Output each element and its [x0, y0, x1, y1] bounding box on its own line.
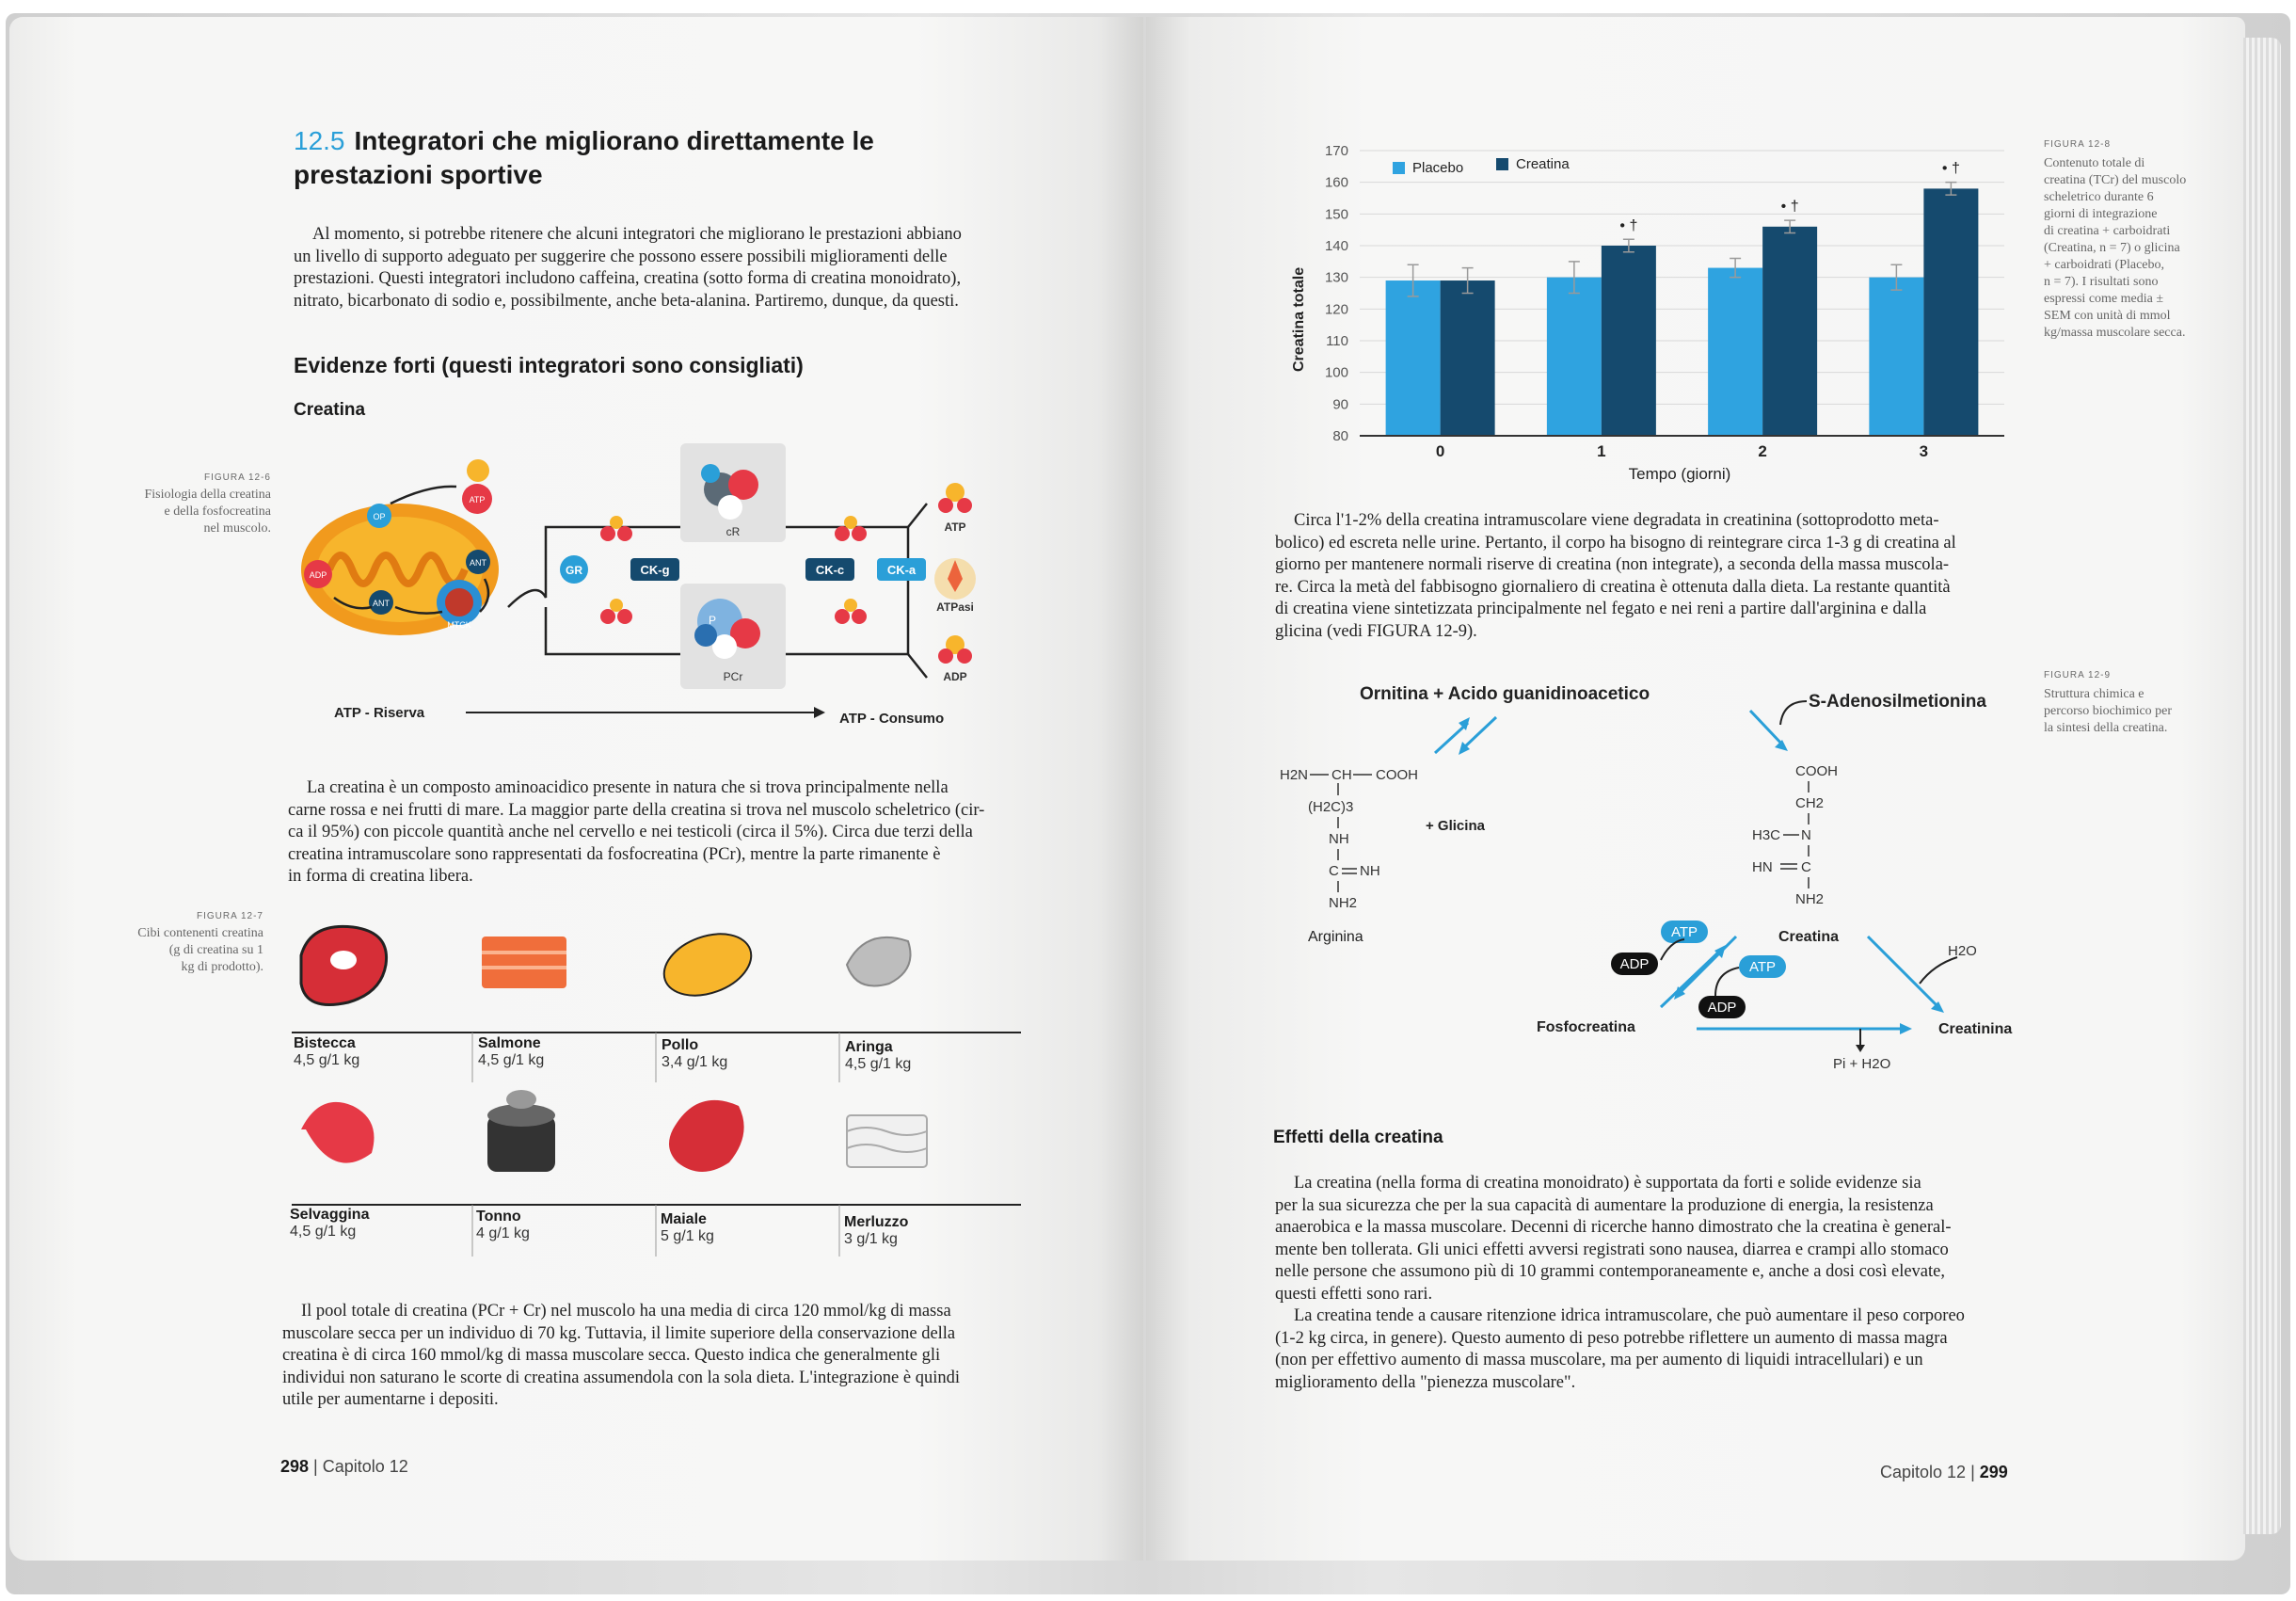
page-edges [2243, 38, 2281, 1534]
fig127-label: FIGURA 12-7 [196, 911, 263, 921]
right-folio: Capitolo 12 | 299 [1880, 1463, 2008, 1481]
cr-cooh: COOH [1795, 763, 1838, 779]
chart-bars [1386, 161, 1979, 436]
food-value: 4 g/1 kg [476, 1225, 530, 1241]
salmon-icon [482, 937, 566, 988]
glicina-label: + Glicina [1426, 818, 1485, 834]
fig128-line: SEM con unità di mmol [2044, 309, 2171, 323]
paragraph-line: di creatina viene sintetizzata principalmente nel fegato e nei reni a partire dall'arginina e dalla [1275, 600, 1927, 618]
paragraph-line: anaerobica e la massa muscolare. Decenni di ricerche hanno dimostrato che la creatina è general- [1275, 1218, 1952, 1237]
paragraph-line: questi effetti sono rari. [1275, 1284, 1433, 1304]
p-label: P [708, 614, 717, 627]
ant-label: ANT [373, 599, 390, 608]
paragraph-line: (non per effettivo aumento di massa muscolare, ma per aumento di liquidi intracellulari) e un [1275, 1351, 1923, 1369]
food-name: Tonno [476, 1209, 521, 1225]
bar-creatina-day-3 [1923, 188, 1978, 436]
paragraph-line: Circa l'1-2% della creatina intramuscolare viene degradata in creatinina (sottoprodotto meta- [1294, 511, 1939, 530]
sadenosil-label: S-Adenosilmetionina [1809, 692, 1986, 712]
arg-h2n: H2N [1280, 767, 1309, 783]
section-title-line1: Integratori che migliorano direttamente le [354, 126, 874, 155]
bar-placebo-day-3 [1869, 278, 1923, 436]
food-item [476, 1209, 530, 1242]
adp-badge: ADP [1619, 956, 1650, 972]
ant-label: ANT [470, 558, 486, 568]
atp-badge: ATP [1748, 959, 1777, 975]
pork-icon [669, 1100, 744, 1172]
intro-line: Al momento, si potrebbe ritenere che alcuni integratori che migliorano le prestazioni abbiano [312, 225, 962, 244]
cr-c: C [1801, 859, 1811, 875]
heading-strong-evidence: Evidenze forti (questi integratori sono consigliati) [294, 353, 804, 377]
y-tick-label: 110 [1326, 333, 1348, 349]
fig129-line: la sintesi della creatina. [2044, 721, 2168, 735]
y-tick-label: 80 [1332, 428, 1348, 444]
heading-creatina: Creatina [294, 400, 366, 420]
food-name: Aringa [845, 1039, 893, 1055]
arg-ch: CH [1331, 767, 1352, 783]
paragraph-line: miglioramento della "pienezza muscolare". [1275, 1372, 1576, 1392]
food-value: 4,5 g/1 kg [290, 1224, 357, 1240]
adp-right-label: ADP [943, 670, 967, 683]
paragraph-creatine-pool [282, 1301, 1016, 1412]
food-item [661, 1211, 714, 1245]
cr-ch2: CH2 [1795, 795, 1825, 811]
x-tick-label: 1 [1597, 442, 1606, 460]
paragraph-line: La creatina (nella forma di creatina monoidrato) è supportata da forti e solide evidenze sia [1294, 1174, 1921, 1193]
cr-label: cR [725, 525, 741, 538]
arg-eqnh: NH [1360, 863, 1380, 879]
paragraph-effetti [1275, 1173, 2028, 1394]
fig126-caption [122, 472, 271, 537]
fig129-caption [2044, 670, 2232, 737]
food-value: 3 g/1 kg [844, 1231, 898, 1247]
food-value: 4,5 g/1 kg [294, 1052, 360, 1068]
food-value: 5 g/1 kg [661, 1228, 714, 1244]
legend-swatch-creatina [1496, 158, 1508, 170]
paragraph-creatinina [1275, 510, 2023, 643]
food-value: 4,5 g/1 kg [845, 1056, 912, 1072]
food-value: 3,4 g/1 kg [662, 1054, 728, 1070]
paragraph-line: bolico) ed escreta nelle urine. Pertanto, il corpo ha bisogno di reintegrare circa 1-3 g di creatina al [1275, 533, 1956, 552]
page-number: 298 [280, 1457, 310, 1476]
creatine-bar-chart [1266, 132, 2018, 494]
food-name: Pollo [662, 1037, 699, 1053]
fig127-line: Cibi contenenti creatina [137, 926, 263, 940]
food-item [845, 1039, 911, 1073]
paragraph-creatina-sources [288, 777, 1014, 889]
chart-yticks [1325, 143, 1348, 444]
arg-nh2: NH2 [1329, 895, 1358, 911]
atp-label: ATP [469, 495, 486, 504]
legend-placebo: Placebo [1412, 160, 1464, 176]
fig128-line: n = 7). I risultati sono [2044, 275, 2159, 289]
paragraph-line: carne rossa e nei frutti di mare. La maggior parte della creatina si trova nel muscolo scheletrico (cir- [288, 800, 985, 820]
bar-placebo-day-1 [1547, 278, 1602, 436]
ornitina-label: Ornitina + Acido guanidinoacetico [1360, 684, 1650, 704]
pcr-label: PCr [723, 670, 743, 683]
cr-nh2: NH2 [1795, 891, 1825, 907]
cr-n: N [1801, 827, 1811, 843]
fig128-line: creatina (TCr) del muscolo [2044, 173, 2187, 187]
section-title [294, 124, 1009, 192]
arg-h2c3: (H2C)3 [1308, 799, 1354, 815]
fig127-line: kg di prodotto). [181, 960, 263, 974]
food-item [290, 1207, 369, 1241]
cr-h3c: H3C [1752, 827, 1781, 843]
fig128-line: giorni di integrazione [2044, 207, 2158, 221]
y-tick-label: 140 [1324, 238, 1348, 254]
food-value: 4,5 g/1 kg [478, 1052, 545, 1068]
atp-consumo-label: ATP - Consumo [839, 711, 945, 727]
x-tick-label: 3 [1919, 442, 1929, 460]
food-name: Maiale [661, 1211, 707, 1227]
ckc-label: CK-c [815, 563, 845, 577]
food-item [662, 1037, 727, 1071]
fig128-line: scheletrico durante 6 [2044, 190, 2154, 204]
y-axis-label: Creatina totale [1291, 266, 1307, 372]
paragraph-line: individui non saturano le scorte di creatina assumendola con la sola dieta. L'integrazione è quindi [282, 1368, 960, 1387]
cr-hn: HN [1752, 859, 1773, 875]
food-item [478, 1035, 544, 1069]
creatine-synthesis-pathway [1270, 668, 2042, 1082]
ckg-label: CK-g [640, 563, 670, 577]
adp-label: ADP [309, 570, 327, 580]
paragraph-line: mente ben tollerata. Gli unici effetti avversi registrati sono nausea, diarrea e crampi allo stomaco [1275, 1240, 1949, 1259]
section-title-line2: prestazioni sportive [294, 160, 543, 189]
bar-creatina-day-2 [1762, 227, 1817, 436]
atp-badge: ATP [1670, 924, 1698, 940]
atpasi-label: ATPasi [936, 600, 974, 614]
fig129-line: Struttura chimica e [2044, 687, 2145, 701]
fig129-line: percorso biochimico per [2044, 704, 2173, 718]
adp-badge: ADP [1707, 1000, 1737, 1016]
food-name: Selvaggina [290, 1207, 370, 1223]
fig126-label: FIGURA 12-6 [203, 472, 271, 483]
atp-right-label: ATP [944, 520, 966, 534]
y-tick-label: 90 [1332, 396, 1348, 413]
left-folio: 298 | Capitolo 12 [280, 1457, 408, 1476]
fig126-line: e della fosfocreatina [164, 504, 271, 519]
chart-xticks [1436, 442, 1928, 460]
mtck-label: MTCK [447, 620, 471, 630]
food-name: Bistecca [294, 1035, 356, 1051]
cka-label: CK-a [886, 563, 917, 577]
tuna-can-icon [487, 1090, 555, 1172]
legend-swatch-placebo [1393, 162, 1405, 174]
food-grid-graphics [282, 913, 1026, 1261]
significance-marker: • † [1780, 199, 1799, 216]
paragraph-line: glicina (vedi FIGURA 12-9). [1275, 621, 1477, 641]
fig128-line: + carboidrati (Placebo, [2044, 258, 2165, 272]
chapter-label: Capitolo 12 [1880, 1463, 1967, 1481]
fig126-line: Fisiologia della creatina [144, 488, 271, 502]
paragraph-line: utile per aumentarne i depositi. [282, 1390, 499, 1409]
gr-label: GR [566, 564, 582, 577]
food-name: Salmone [478, 1035, 541, 1051]
legend-creatina: Creatina [1516, 156, 1570, 172]
creatinina-label: Creatinina [1938, 1021, 2013, 1037]
steak-icon [301, 926, 387, 1004]
arginina-label: Arginina [1308, 929, 1363, 945]
paragraph-line: (1-2 kg circa, in genere). Questo aumento di peso potrebbe riflettere un aumento di massa magra [1275, 1328, 1948, 1348]
y-tick-label: 150 [1324, 206, 1348, 223]
bar-creatina-day-1 [1602, 246, 1656, 436]
bar-placebo-day-2 [1708, 268, 1762, 436]
fig127-caption [104, 911, 263, 976]
y-tick-label: 120 [1324, 301, 1348, 318]
paragraph-line: creatina intramuscolare sono rappresentati da fosfocreatina (PCr), mentre la parte rimanente è [288, 844, 941, 864]
paragraph-line: La creatina tende a causare ritenzione idrica intramuscolare, che può aumentare il peso corporeo [1294, 1306, 1965, 1325]
venison-icon [301, 1102, 375, 1163]
paragraph-line: giorno per mantenere normali riserve di creatina (non integrate), a seconda della massa muscola- [1275, 555, 1950, 574]
fig129-label: FIGURA 12-9 [2044, 670, 2112, 680]
intro-line: nitrato, bicarbonato di sodio e, possibilmente, anche beta-alanina. Partiremo, dunque, da questi. [294, 291, 959, 311]
intro-paragraph [294, 224, 1018, 312]
x-tick-label: 2 [1758, 442, 1767, 460]
heading-effetti: Effetti della creatina [1273, 1128, 1443, 1147]
arg-nh: NH [1329, 831, 1349, 847]
intro-line: prestazioni. Questi integratori includono caffeina, creatina (sotto forma di creatina monoidrato), [294, 269, 962, 288]
fig128-label: FIGURA 12-8 [2044, 139, 2112, 150]
chicken-icon [656, 922, 760, 1006]
pi-label: Pi + H2O [1833, 1056, 1891, 1072]
arg-c: C [1329, 863, 1339, 879]
intro-line: un livello di supporto adeguato per suggerire che possono essere possibili miglioramenti delle [294, 247, 948, 266]
chapter-label: Capitolo 12 [322, 1457, 408, 1476]
fig128-line: (Creatina, n = 7) o glicina [2044, 241, 2180, 255]
food-item [844, 1214, 908, 1248]
cod-icon [847, 1115, 927, 1167]
paragraph-line: nelle persone che assumono più di 10 grammi contemporaneamente e, anche a dosi così elevate, [1275, 1262, 1945, 1281]
paragraph-line: in forma di creatina libera. [288, 867, 473, 886]
paragraph-line: re. Circa la metà del fabbisogno giornaliero di creatina è ottenuta dalla dieta. La restante quantità [1275, 577, 1951, 597]
y-tick-label: 130 [1324, 269, 1348, 286]
op-label: OP [373, 512, 386, 521]
section-number: 12.5 [294, 126, 345, 155]
chart-legend [1393, 156, 1570, 176]
paragraph-line: creatina è di circa 160 mmol/kg di massa muscolare secca. Questo indica che generalmente gli [282, 1346, 941, 1365]
y-tick-label: 170 [1324, 143, 1348, 159]
arg-cooh: COOH [1376, 767, 1418, 783]
fig128-line: di creatina + carboidrati [2044, 224, 2171, 238]
creatine-physiology-diagram [292, 438, 1007, 739]
fig127-line: (g di creatina su 1 [168, 943, 263, 957]
x-tick-label: 0 [1435, 442, 1445, 460]
herring-icon [847, 937, 911, 986]
paragraph-line: La creatina è un composto aminoacidico presente in natura che si trova principalmente nella [307, 778, 949, 797]
h2o-label: H2O [1948, 943, 1977, 959]
food-name: Merluzzo [844, 1214, 909, 1230]
significance-marker: • † [1619, 217, 1638, 234]
fosfocreatina-label: Fosfocreatina [1537, 1019, 1635, 1035]
atp-riserva-label: ATP - Riserva [334, 705, 425, 721]
x-axis-label: Tempo (giorni) [1628, 465, 1731, 483]
food-item [294, 1035, 359, 1069]
significance-marker: • † [1941, 160, 1960, 177]
y-tick-label: 160 [1324, 174, 1348, 191]
paragraph-line: muscolare secca per un individuo di 70 kg. Tuttavia, il limite superiore della conservazione della [282, 1323, 956, 1343]
y-tick-label: 100 [1324, 364, 1348, 381]
fig126-line: nel muscolo. [203, 521, 271, 536]
fig128-line: kg/massa muscolare secca. [2044, 326, 2186, 340]
bar-creatina-day-0 [1441, 280, 1495, 436]
paragraph-line: Il pool totale di creatina (PCr + Cr) nel muscolo ha una media di circa 120 mmol/kg di massa [301, 1302, 951, 1321]
paragraph-line: ca il 95%) con piccole quantità anche nel cervello e nei testicoli (circa il 5%). Circa due terzi della [288, 823, 973, 841]
fig128-caption [2044, 139, 2232, 342]
paragraph-line: per la sua sicurezza che per la sua capacità di aumentare la produzione di energia, la resistenza [1275, 1195, 1934, 1215]
creatina-label: Creatina [1778, 929, 1840, 945]
page-number: 299 [1979, 1463, 2008, 1481]
fig128-line: Contenuto totale di [2044, 156, 2145, 170]
bar-placebo-day-0 [1386, 280, 1441, 436]
fig128-line: espressi come media ± [2044, 292, 2164, 306]
